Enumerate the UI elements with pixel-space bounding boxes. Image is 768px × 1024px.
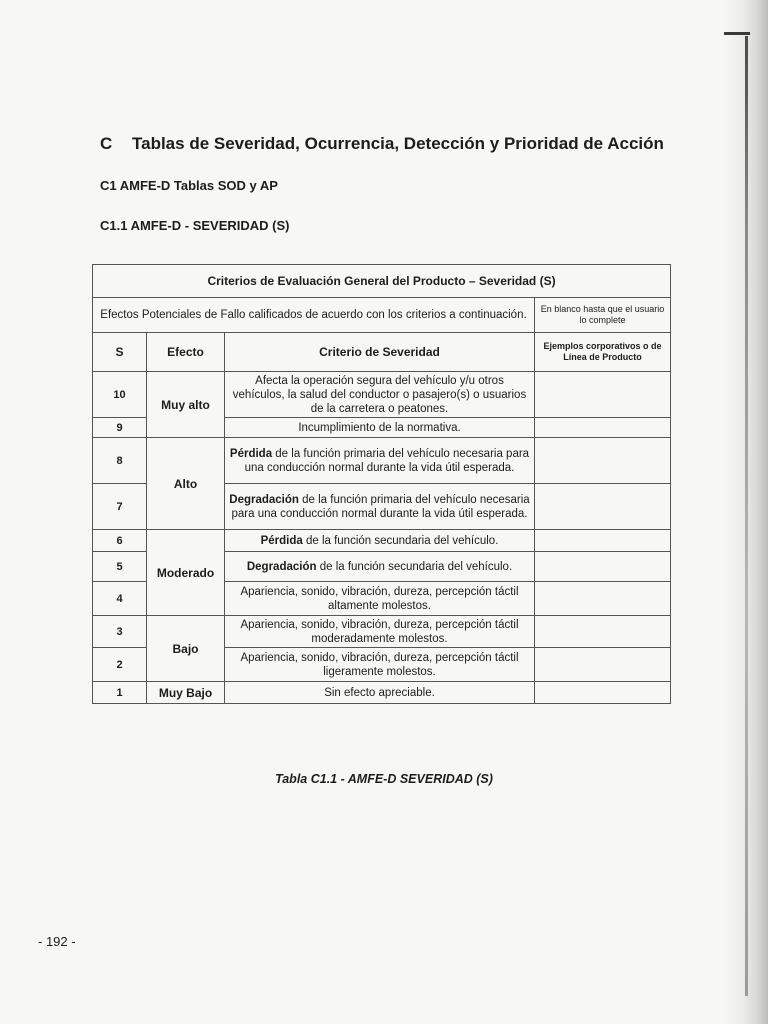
- header-s: S: [93, 333, 147, 372]
- table-row: [93, 682, 671, 704]
- severity-value: 7: [93, 484, 147, 530]
- table-caption: Tabla C1.1 - AMFE-D SEVERIDAD (S): [275, 772, 493, 786]
- examples-cell: [535, 484, 671, 530]
- criterion-text: Afecta la operación segura del vehículo y/u otros vehículos, la salud del conductor o pasajero(s) o usuarios de la carretera o peatones.: [225, 372, 535, 418]
- severity-value: 4: [93, 582, 147, 616]
- examples-cell: [535, 372, 671, 418]
- criterion-text: Apariencia, sonido, vibración, dureza, percepción táctil ligeramente molestos.: [225, 648, 535, 682]
- section-title: Tablas de Severidad, Ocurrencia, Detección y Prioridad de Acción: [132, 134, 664, 153]
- effect-bajo: Bajo: [147, 616, 225, 682]
- criterion-text: Apariencia, sonido, vibración, dureza, percepción táctil altamente molestos.: [225, 582, 535, 616]
- criterion-text: Degradación de la función primaria del vehículo necesaria para una conducción normal durante la vida útil esperada.: [225, 484, 535, 530]
- severity-value: 1: [93, 682, 147, 704]
- header-effect: Efecto: [147, 333, 225, 372]
- criterion-text: Degradación de la función secundaria del vehículo.: [225, 552, 535, 582]
- page-edge-line: [745, 36, 748, 996]
- severity-value: 10: [93, 372, 147, 418]
- severity-value: 5: [93, 552, 147, 582]
- examples-cell: [535, 552, 671, 582]
- examples-cell: [535, 582, 671, 616]
- criterion-text: Incumplimiento de la normativa.: [225, 418, 535, 438]
- severity-value: 8: [93, 438, 147, 484]
- severity-value: 2: [93, 648, 147, 682]
- table-row: [93, 616, 671, 648]
- header-criterion: Criterio de Severidad: [225, 333, 535, 372]
- effect-muy-alto: Muy alto: [147, 372, 225, 438]
- examples-cell: [535, 438, 671, 484]
- effect-alto: Alto: [147, 438, 225, 530]
- examples-cell: [535, 418, 671, 438]
- criterion-text: Apariencia, sonido, vibración, dureza, percepción táctil moderadamente molestos.: [225, 616, 535, 648]
- effect-muy-bajo: Muy Bajo: [147, 682, 225, 704]
- table-row: [93, 530, 671, 552]
- section-heading: [100, 134, 664, 154]
- table-row: [93, 438, 671, 484]
- severity-value: 3: [93, 616, 147, 648]
- section-letter: C: [100, 134, 113, 153]
- table-intro: Efectos Potenciales de Fallo calificados de acuerdo con los criterios a continuación.: [93, 298, 535, 333]
- table-row: [93, 372, 671, 418]
- examples-cell: [535, 530, 671, 552]
- page-number: - 192 -: [38, 934, 76, 949]
- examples-cell: [535, 682, 671, 704]
- severity-value: 6: [93, 530, 147, 552]
- table-title: Criterios de Evaluación General del Producto – Severidad (S): [93, 265, 671, 298]
- criterion-text: Sin efecto apreciable.: [225, 682, 535, 704]
- severity-table: [92, 264, 671, 704]
- criterion-text: Pérdida de la función secundaria del vehículo.: [225, 530, 535, 552]
- blank-note: En blanco hasta que el usuario lo complete: [535, 298, 671, 333]
- page-edge-top: [724, 32, 750, 35]
- criterion-text: Pérdida de la función primaria del vehículo necesaria para una conducción normal durante la vida útil esperada.: [225, 438, 535, 484]
- header-examples: Ejemplos corporativos o de Línea de Producto: [535, 333, 671, 372]
- subsection-heading: C1 AMFE-D Tablas SOD y AP: [100, 178, 278, 193]
- severity-value: 9: [93, 418, 147, 438]
- subsubsection-heading: C1.1 AMFE-D - SEVERIDAD (S): [100, 218, 290, 233]
- examples-cell: [535, 648, 671, 682]
- examples-cell: [535, 616, 671, 648]
- effect-moderado: Moderado: [147, 530, 225, 616]
